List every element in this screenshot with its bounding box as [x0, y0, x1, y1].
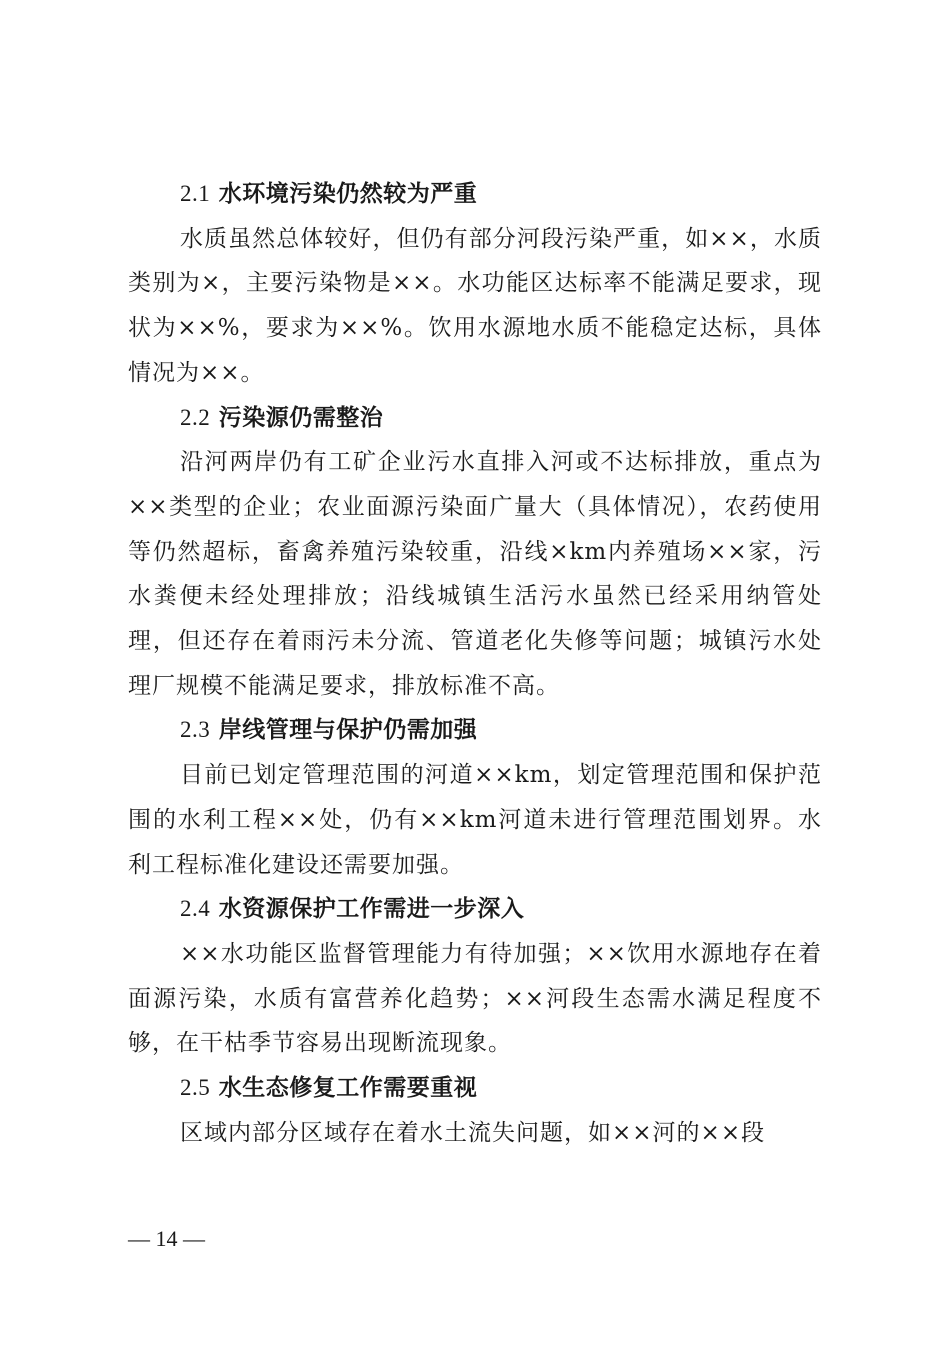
section-number: 2.5	[180, 1075, 211, 1100]
section-number: 2.1	[180, 181, 211, 206]
section-paragraph-2-1: 水质虽然总体较好，但仍有部分河段污染严重，如××，水质类别为×，主要污染物是××。水功能区达标率不能满足要求，现状为××%，要求为××%。饮用水源地水质不能稳定达标，具体情况为××。	[128, 225, 822, 386]
section-title: 水资源保护工作需进一步深入	[218, 896, 525, 923]
section-heading-2-1	[128, 172, 822, 217]
section-title: 水环境污染仍然较为严重	[218, 181, 478, 207]
section-paragraph-2-3: 目前已划定管理范围的河道××km，划定管理范围和保护范围的水利工程××处，仍有××km河道未进行管理范围划界。水利工程标准化建设还需要加强。	[128, 762, 822, 878]
section-paragraph-2-4: ××水功能区监督管理能力有待加强；××饮用水源地存在着面源污染，水质有富营养化趋势；××河段生态需水满足程度不够，在干枯季节容易出现断流现象。	[128, 940, 822, 1057]
page-number: — 14 —	[128, 1226, 205, 1251]
document-body	[128, 172, 822, 1155]
section-heading-2-5	[128, 1066, 822, 1111]
section-heading-2-4	[128, 887, 822, 932]
section-number: 2.2	[180, 404, 211, 430]
section-title: 岸线管理与保护仍需加强	[218, 717, 478, 744]
section-paragraph-2-2: 沿河两岸仍有工矿企业污水直排入河或不达标排放，重点为××类型的企业；农业面源污染面广量大（具体情况），农药使用等仍然超标，畜禽养殖污染较重，沿线×km内养殖场××家，污水粪便未经处理排放；沿线城镇生活污水虽然已经采用纳管处理，但还存在着雨污未分流、管道老化失修等问题；城镇污水处理厂规模不能满足要求，排放标准不高。	[128, 449, 822, 699]
section-title: 水生态修复工作需要重视	[218, 1075, 478, 1101]
section-heading-2-3	[128, 708, 822, 753]
section-number: 2.3	[180, 717, 211, 743]
section-heading-2-2	[128, 396, 822, 441]
section-paragraph-2-5: 区域内部分区域存在着水土流失问题，如××河的××段	[180, 1119, 766, 1146]
section-number: 2.4	[180, 896, 211, 922]
section-title: 污染源仍需整治	[218, 404, 384, 431]
